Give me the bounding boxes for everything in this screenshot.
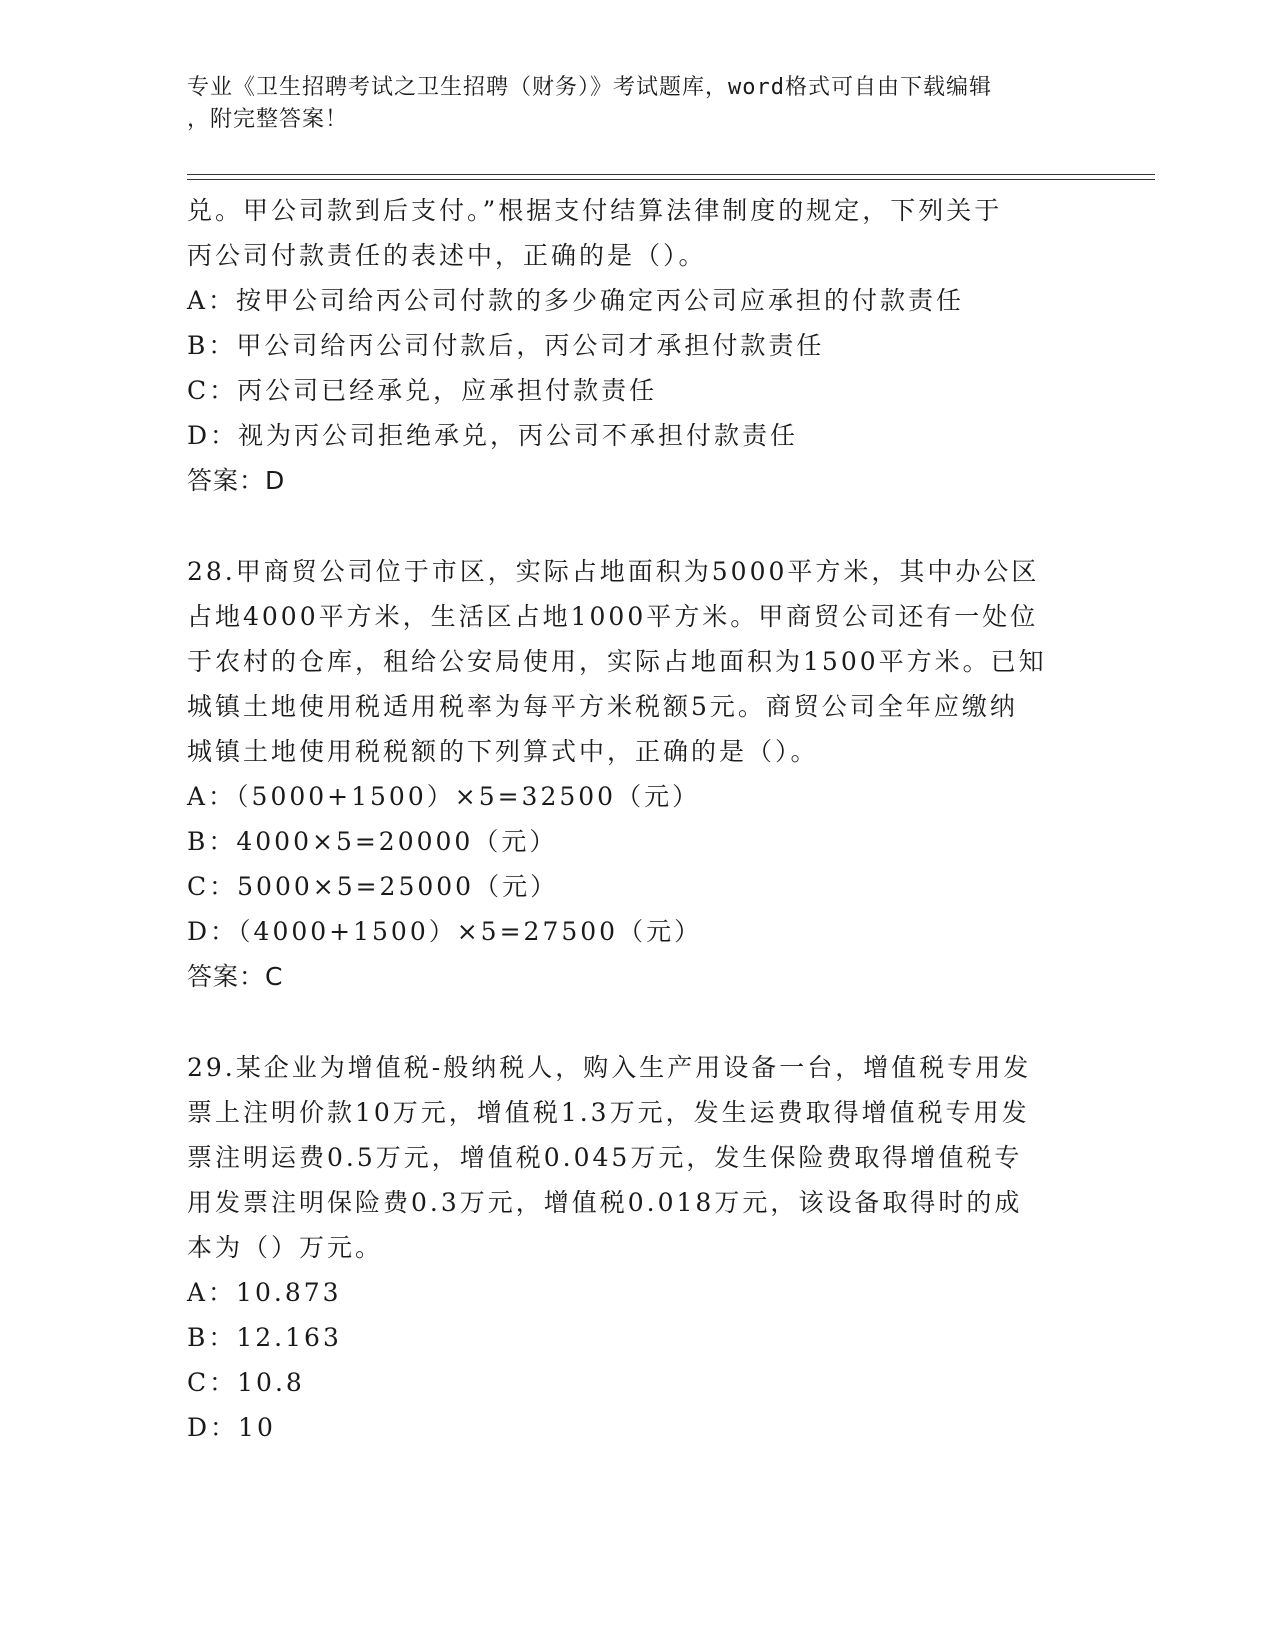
- question-stem-line: 票上注明价款10万元，增值税1.3万元，发生运费取得增值税专用发: [187, 1098, 1030, 1127]
- header-title-line-1: 专业《卫生招聘考试之卫生招聘（财务）》考试题库，word格式可自由下载编辑: [187, 75, 992, 100]
- question-stem-line: 29.某企业为增值税-般纳税人，购入生产用设备一台，增值税专用发: [187, 1053, 1032, 1082]
- question-28: [187, 549, 1087, 999]
- question-stem-line: 占地4000平方米，生活区占地1000平方米。甲商贸公司还有一处位: [187, 602, 1039, 631]
- answer-line: 答案：C: [187, 962, 284, 991]
- question-stem-line: 兑。甲公司款到后支付。”根据支付结算法律制度的规定，下列关于: [187, 196, 1003, 225]
- option-b: B：甲公司给丙公司付款后，丙公司才承担付款责任: [187, 331, 825, 360]
- spacer: [187, 999, 1087, 1045]
- option-c: C：5000×5=25000（元）: [187, 872, 559, 901]
- option-b: B：12.163: [187, 1323, 342, 1352]
- document-header: [187, 72, 1087, 136]
- header-title-line-2: ，附完整答案！: [187, 107, 349, 132]
- question-stem-line: 城镇土地使用税税额的下列算式中，正确的是（）。: [187, 737, 819, 766]
- option-d: D：（4000+1500）×5=27500（元）: [187, 917, 703, 946]
- question-stem-line: 28.甲商贸公司位于市区，实际占地面积为5000平方米，其中办公区: [187, 557, 1040, 586]
- option-d: D：10: [187, 1413, 276, 1442]
- question-27: [187, 188, 1087, 503]
- spacer: [187, 503, 1087, 549]
- document-body: [187, 188, 1087, 1450]
- option-a: A：10.873: [187, 1278, 342, 1307]
- question-stem-line: 丙公司付款责任的表述中，正确的是（）。: [187, 241, 707, 270]
- question-stem-line: 票注明运费0.5万元，增值税0.045万元，发生保险费取得增值税专: [187, 1143, 1023, 1172]
- option-d: D：视为丙公司拒绝承兑，丙公司不承担付款责任: [187, 421, 799, 450]
- option-a: A：（5000+1500）×5=32500（元）: [187, 782, 701, 811]
- option-a: A：按甲公司给丙公司付款的多少确定丙公司应承担的付款责任: [187, 286, 965, 315]
- question-stem-line: 城镇土地使用税适用税率为每平方米税额5元。商贸公司全年应缴纳: [187, 692, 1018, 721]
- option-b: B：4000×5=20000（元）: [187, 827, 558, 856]
- header-divider: [187, 174, 1155, 180]
- answer-line: 答案：D: [187, 466, 286, 495]
- question-stem-line: 本为（）万元。: [187, 1233, 384, 1262]
- question-stem-line: 于农村的仓库，租给公安局使用，实际占地面积为1500平方米。已知: [187, 647, 1047, 676]
- question-29: [187, 1045, 1087, 1450]
- option-c: C：丙公司已经承兑，应承担付款责任: [187, 376, 658, 405]
- question-stem-line: 用发票注明保险费0.3万元，增值税0.018万元，该设备取得时的成: [187, 1188, 1023, 1217]
- option-c: C：10.8: [187, 1368, 305, 1397]
